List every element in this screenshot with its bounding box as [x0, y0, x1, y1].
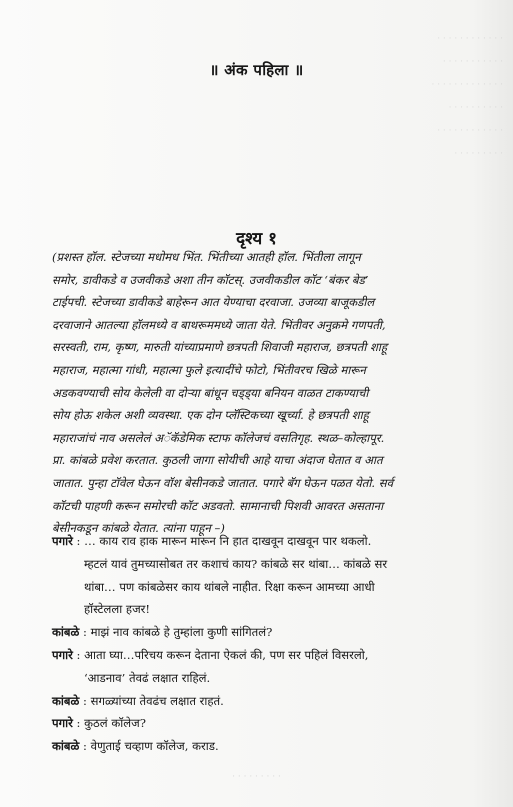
stage-line: (प्रशस्त हॉल. स्टेजच्या मधोमध भिंत. भिंतीच्या आतही हॉल. भिंतीला लागून — [52, 250, 361, 264]
dialogue-line — [52, 690, 472, 713]
stage-line: बेसीनकडून कांबळे येतात. त्यांना पाहून –) — [52, 521, 225, 536]
stage-line: समोर, डावीकडे व उजवीकडे अशा तीन कॉटस्. उजवीकडील कॉट ‘बंकर बेड’ — [52, 272, 369, 287]
speech-text: : … काय राव हाक मारून मारून नि हात दाखवून दाखवून पार थकलो. — [76, 534, 372, 548]
speech-text: : सगळ्यांच्या तेवढंच लक्षात राहतं. — [83, 693, 224, 708]
dialogue-line — [52, 530, 472, 553]
stage-line: जातात. पुन्हा टॉवेल घेऊन वॉश बेसीनकडे जातात. पगारे बॅग घेऊन पळत येतो. सर्व — [52, 475, 394, 490]
stage-line: महाराजांचं नाव असलेलं अॅकॅडेमिक स्टाफ कॉलेजचं वसतिगृह. स्थळ–कोल्हापूर. — [52, 430, 385, 445]
dialogue-line — [52, 621, 472, 644]
speaker-name: पगारे — [52, 716, 73, 731]
dialogue-line: ‘आडनाव’ तेवढं लक्षात राहिलं. — [84, 670, 211, 685]
stage-line: सोय होऊ शकेल अशी व्यवस्था. एक दोन प्लॅस्टिकच्या खूर्च्या. हे छत्रपती शाहू — [52, 408, 369, 423]
reverse-page-show-through: · · · · · · · · · · · · · · · · · · · · · · · · · · · · · · · · · · · · · · · · · · · · · · · · · · · · · · · · · · · · · · · · · · · — [431, 34, 503, 159]
speech-text: : कुठलं कॉलेज? — [76, 716, 146, 731]
stage-line: सरस्वती, राम, कृष्ण, मारुती यांच्याप्रमाणे छत्रपती शिवाजी महाराज, छत्रपती शाहू — [52, 340, 388, 355]
stage-line: दरवाजाने आतल्या हॉलमध्ये व बाथरूममध्ये जाता येते. भिंतीवर अनुक्रमे गणपती, — [52, 317, 386, 332]
dialogue-line — [52, 712, 472, 735]
scene-title: दृश्य १ — [236, 229, 277, 249]
stage-line: प्रा. कांबळे प्रवेश करतात. कुठली जागा सोयीची आहे याचा अंदाज घेतात व आत — [52, 453, 383, 468]
speaker-name: पगारे — [52, 647, 73, 662]
speaker-name: पगारे — [52, 534, 73, 548]
dialogue-line: हॉस्टेलला हजर! — [84, 602, 151, 617]
dialogue-line — [52, 735, 472, 758]
dialogue — [52, 530, 472, 758]
stage-line: टाईपची. स्टेजच्या डावीकडे बाहेरून आत येण्याचा दरवाजा. उजव्या बाजूकडील — [52, 295, 375, 310]
speech-text: : आता घ्या…परिचय करून देताना ऐकलं की, पण सर पहिलं विसरलो, — [76, 647, 369, 662]
act-title: ॥ अंक पहिला ॥ — [209, 61, 304, 79]
reverse-page-show-through-bottom: · · · · · · · · · — [232, 772, 281, 782]
stage-line: कॉटची पाहणी करून समोरची कॉट अडवतो. सामानाची पिशवी आवरत असताना — [52, 498, 384, 513]
speaker-name: कांबळे — [52, 625, 80, 640]
stage-line: महाराज, महात्मा गांधी, महात्मा फुले इत्यादींचे फोटो, भिंतीवरच खिळे मारून — [52, 362, 366, 377]
speech-text: : वेणुताई चव्हाण कॉलेज, कराड. — [83, 739, 219, 754]
stage-line: अडकवण्याची सोय केलेली वा दोऱ्या बांधून चड्ड्या बनियन वाळत टाकण्याची — [52, 385, 369, 400]
speech-text: : माझं नाव कांबळे हे तुम्हांला कुणी सांगितलं? — [83, 625, 273, 640]
stage-direction — [52, 246, 457, 540]
speaker-name: कांबळे — [52, 693, 80, 708]
speaker-name: कांबळे — [52, 739, 80, 754]
dialogue-line: म्हटलं यावं तुमच्यासोबत तर कशाचं काय? कांबळे सर थांबा… कांबळे सर — [84, 556, 388, 571]
dialogue-line: थांबा… पण कांबळेसर काय थांबले नाहीत. रिक्षा करून आमच्या आधी — [84, 579, 375, 594]
dialogue-line — [52, 644, 472, 667]
